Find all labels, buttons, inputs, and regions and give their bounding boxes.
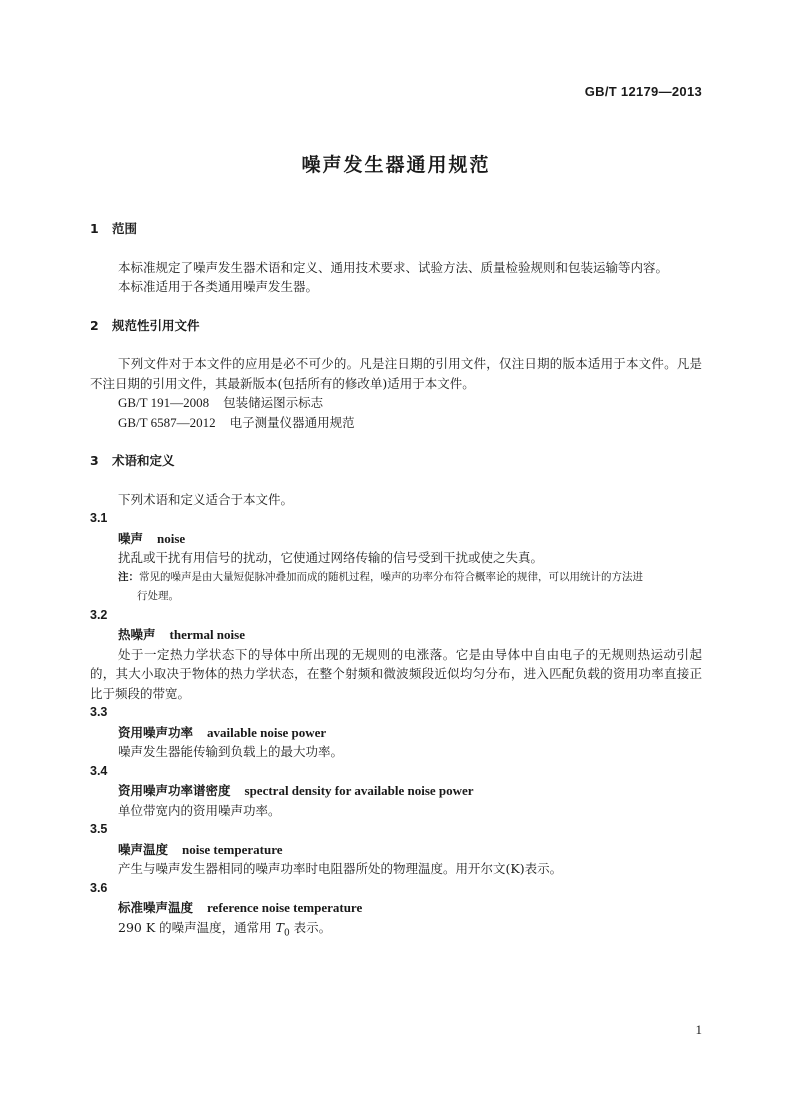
term-entry	[90, 781, 702, 801]
section-heading-normative-references	[90, 316, 702, 336]
term-en: available noise power	[207, 724, 327, 740]
reference-item	[90, 413, 702, 433]
reference-code: GB/T 191—2008	[118, 395, 210, 410]
term-zh: 标准噪声温度	[118, 900, 194, 915]
paragraph: 本标准适用于各类通用噪声发生器。	[118, 279, 319, 294]
note-text: 常见的噪声是由大量短促脉冲叠加而成的随机过程，噪声的功率分布符合概率论的规律，可以用统计的方法进	[139, 570, 643, 583]
term-en: noise	[157, 530, 186, 546]
section-heading-terms-and-definitions	[90, 451, 702, 471]
standard-code: GB/T 12179—2013	[584, 84, 702, 99]
clause-number: 3.4	[90, 763, 108, 778]
paragraph: 本标准规定了噪声发生器术语和定义、通用技术要求、试验方法、质量检验规则和包装运输等内容。	[118, 259, 669, 275]
term-entry	[90, 898, 702, 918]
term-definition: 单位带宽内的资用噪声功率。	[118, 802, 281, 818]
temperature-subscript: 0	[283, 928, 290, 938]
term-en: thermal noise	[169, 627, 245, 642]
clause-number: 3.5	[90, 822, 108, 836]
note	[90, 568, 702, 587]
term-entry	[90, 625, 702, 645]
term-en: noise temperature	[182, 841, 283, 857]
term-en: reference noise temperature	[207, 900, 363, 915]
reference-code: GB/T 6587—2012	[118, 414, 216, 430]
term-zh: 资用噪声功率谱密度	[118, 783, 231, 798]
section-title: 术语和定义	[112, 453, 175, 468]
clause-number: 3.1	[90, 511, 108, 525]
section-title: 范围	[112, 221, 138, 236]
term-definition	[90, 918, 702, 944]
definition-text: 表示。	[289, 919, 332, 935]
clause-number: 3.2	[90, 607, 108, 622]
note-text-continued: 行处理。	[137, 589, 179, 602]
page-number: 1	[695, 1022, 702, 1037]
section-heading-scope	[90, 219, 702, 239]
term-entry	[90, 529, 702, 549]
reference-item	[90, 393, 702, 413]
clause-number: 3.3	[90, 705, 108, 719]
paragraph: 下列文件对于本文件的应用是必不可少的。凡是注日期的引用文件，仅注日期的版本适用于本文件。凡是不注日期的引用文件，其最新版本(包括所有的修改单)适用于本文件。	[90, 356, 702, 391]
term-definition: 噪声发生器能传输到负载上的最大功率。	[118, 744, 344, 759]
term-definition: 产生与噪声发生器相同的噪声功率时电阻器所处的物理温度。用开尔文(K)表示。	[118, 861, 563, 876]
section-title: 规范性引用文件	[112, 317, 200, 333]
temperature-symbol: T	[275, 919, 284, 935]
term-zh: 资用噪声功率	[118, 724, 194, 740]
term-zh: 热噪声	[118, 627, 156, 642]
definition-text: 290 K 的噪声温度，通常用	[118, 919, 276, 935]
section-number: 1	[90, 221, 99, 236]
term-zh: 噪声温度	[118, 841, 169, 857]
document-title: 噪声发生器通用规范	[301, 154, 491, 176]
reference-title: 包装储运图示标志	[223, 395, 324, 410]
term-definition: 扰乱或干扰有用信号的扰动，它使通过网络传输的信号受到干扰或使之失真。	[118, 550, 544, 565]
term-en: spectral density for available noise power	[244, 783, 474, 798]
term-zh: 噪声	[118, 530, 144, 546]
clause-number: 3.6	[90, 880, 108, 895]
section-number: 2	[90, 317, 99, 333]
reference-title: 电子测量仪器通用规范	[229, 414, 355, 430]
term-definition: 处于一定热力学状态下的导体中所出现的无规则的电涨落。它是由导体中自由电子的无规则热运动引起的，其大小取决于物体的热力学状态，在整个射频和微波频段近似均匀分布，进入匹配负载的资用功率直接正比于频段的带宽。	[90, 646, 702, 701]
paragraph: 下列术语和定义适合于本文件。	[118, 491, 294, 507]
document-body	[90, 219, 702, 944]
section-number: 3	[90, 453, 99, 468]
term-entry	[90, 840, 702, 860]
term-entry	[90, 723, 702, 743]
note-label: 注：	[118, 570, 139, 583]
